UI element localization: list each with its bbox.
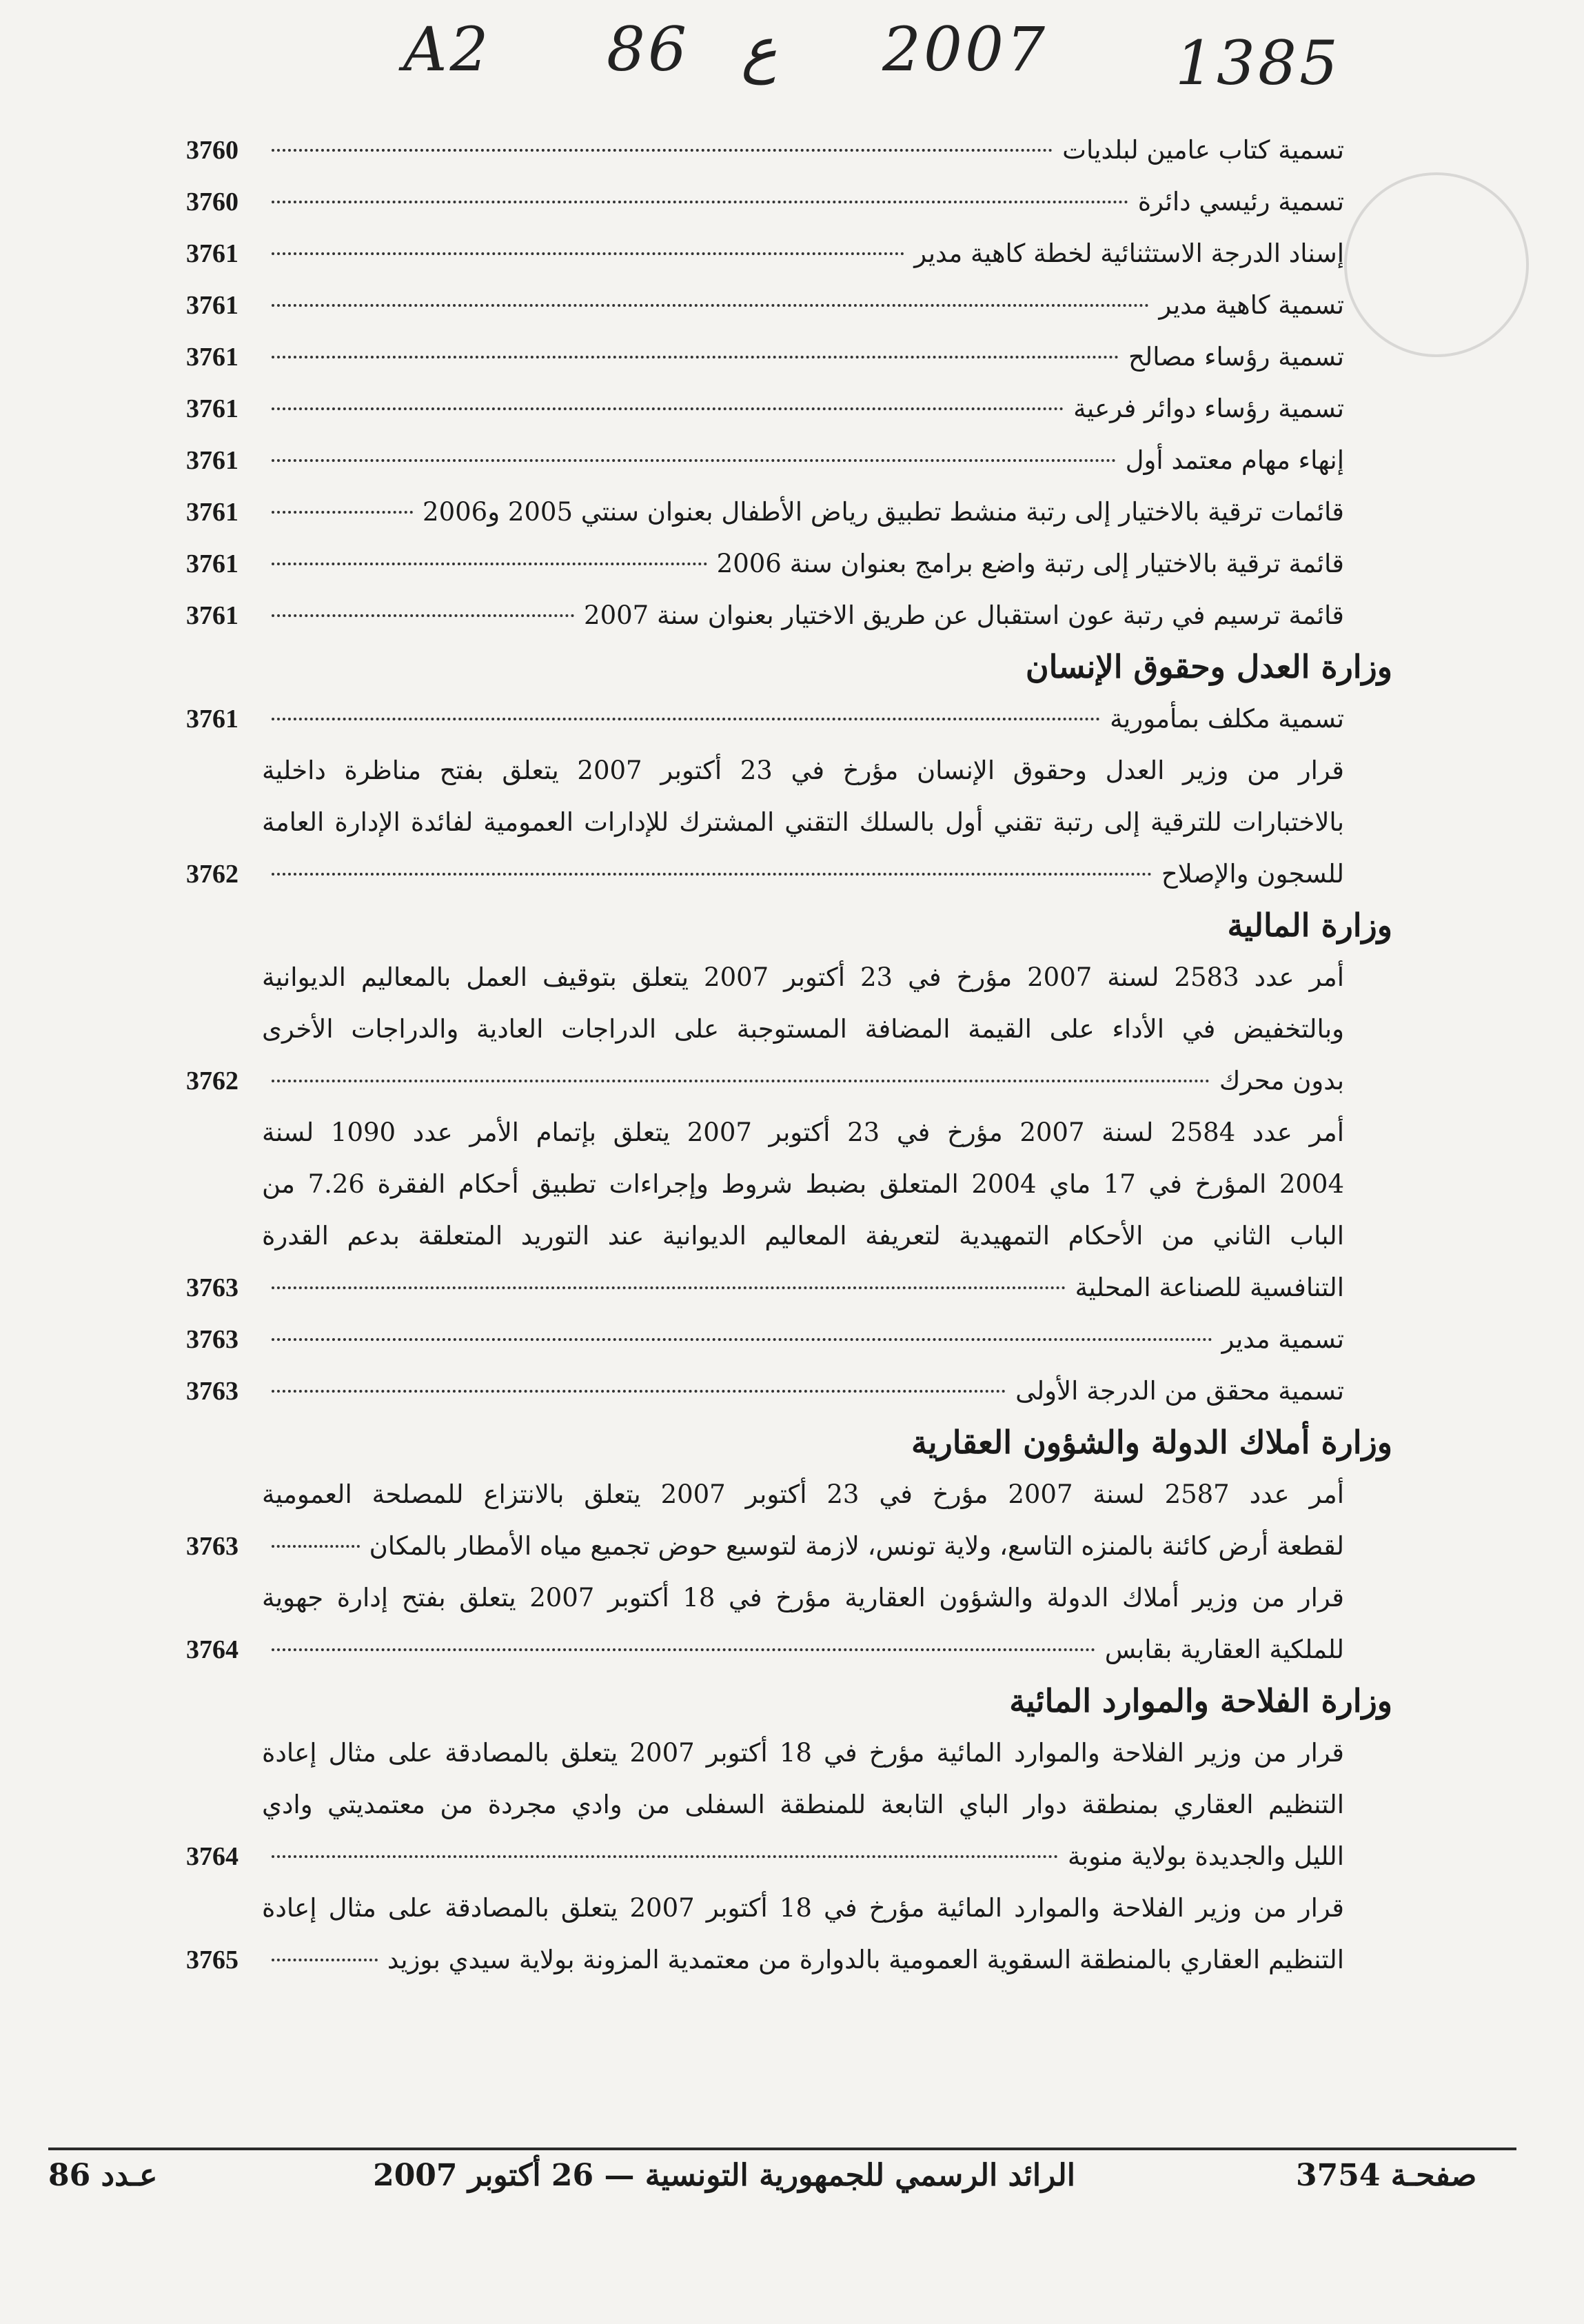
handwritten-reference: 1385 — [1175, 28, 1341, 99]
leader-dots — [272, 459, 1116, 462]
leader-dots — [272, 1648, 1095, 1651]
leader-dots — [272, 252, 904, 255]
handwritten-year: 2007 — [882, 14, 1048, 85]
page-number: 3762 — [186, 1067, 238, 1095]
section-heading-state-property: وزارة أملاك الدولة والشؤون العقارية — [911, 1424, 1392, 1461]
publication-title: الرائد الرسمي للجمهورية التونسية — 26 أكتوبر 2007 — [373, 2158, 1075, 2193]
leader-dots — [272, 1855, 1058, 1858]
paragraph-line: قرار من وزير الفلاحة والموارد المائية مؤرخ في 18 أكتوبر 2007 يتعلق بالمصادقة على مثال إعادة — [262, 1738, 1344, 1768]
leader-dots — [272, 873, 1152, 876]
table-of-contents — [186, 124, 1392, 1985]
toc-entry: قائمة ترقية بالاختيار إلى رتبة واضع برامج بعنوان سنة 2006 3761 — [186, 538, 1344, 589]
leader-dots — [272, 1545, 360, 1548]
leader-dots — [272, 563, 707, 565]
page-number: 3763 — [186, 1325, 238, 1354]
paragraph-line: أمر عدد 2584 لسنة 2007 مؤرخ في 23 أكتوبر 2007 يتعلق بإتمام الأمر عدد 1090 لسنة — [262, 1118, 1344, 1147]
leader-dots — [272, 407, 1064, 410]
page-number: 3765 — [186, 1946, 238, 1974]
page-number: 3760 — [186, 136, 238, 165]
page-number: 3764 — [186, 1635, 238, 1664]
leader-dots — [272, 356, 1119, 358]
leader-dots — [272, 201, 1128, 203]
toc-entry: إنهاء مهام معتمد أول 3761 — [186, 434, 1344, 486]
page-number: 3763 — [186, 1377, 238, 1406]
section-heading-justice: وزارة العدل وحقوق الإنسان — [1025, 648, 1392, 685]
paragraph-line: وبالتخفيض في الأداء على القيمة المضافة المستوجبة على الدراجات العادية والدراجات الأخرى — [262, 1014, 1344, 1044]
footer-divider — [48, 2148, 1516, 2150]
paragraph-line: قرار من وزير الفلاحة والموارد المائية مؤرخ في 18 أكتوبر 2007 يتعلق بالمصادقة على مثال إعادة — [262, 1893, 1344, 1923]
page-number: 3761 — [186, 291, 238, 320]
page-label: صفحـة 3754 — [1296, 2158, 1477, 2193]
leader-dots — [272, 1390, 1006, 1393]
page-number: 3761 — [186, 498, 238, 527]
paragraph-line: أمر عدد 2583 لسنة 2007 مؤرخ في 23 أكتوبر 2007 يتعلق بتوقيف العمل بالمعاليم الديوانية — [262, 962, 1344, 992]
handwritten-a2: A2 — [403, 14, 491, 85]
paragraph-line: بالاختبارات للترقية إلى رتبة تقني أول بالسلك التقني المشترك للإدارات العمومية لفائدة الإدارة العامة — [262, 807, 1344, 837]
handwritten-number: 86 — [607, 14, 689, 85]
toc-entry: للسجون والإصلاح 3762 — [186, 848, 1344, 900]
paragraph-line: 2004 المؤرخ في 17 ماي 2004 المتعلق بضبط شروط وإجراءات تطبيق أحكام الفقرة 7.26 من — [262, 1169, 1345, 1199]
leader-dots — [272, 304, 1149, 307]
toc-entry: قائمة ترسيم في رتبة عون استقبال عن طريق الاختيار بعنوان سنة 2007 3761 — [186, 589, 1344, 641]
paragraph-line: التنظيم العقاري بمنطقة دوار الباي التابعة للمنطقة السفلى من وادي مجردة من معتمديتي وادي — [262, 1790, 1344, 1819]
page-number: 3761 — [186, 394, 238, 423]
page-number: 3760 — [186, 188, 238, 216]
page-number: 3763 — [186, 1273, 238, 1302]
leader-dots — [272, 718, 1100, 720]
paragraph-line: أمر عدد 2587 لسنة 2007 مؤرخ في 23 أكتوبر 2007 يتعلق بالانتزاع للمصلحة العمومية — [262, 1479, 1344, 1509]
page-number: 3761 — [186, 446, 238, 475]
leader-dots — [272, 1959, 378, 1961]
toc-entry: الليل والجديدة بولاية منوبة 3764 — [186, 1830, 1344, 1882]
page-number: 3761 — [186, 239, 238, 268]
toc-entry: تسمية كاهية مدير 3761 — [186, 279, 1344, 331]
toc-entry: بدون محرك 3762 — [186, 1055, 1344, 1107]
toc-entry: إسناد الدرجة الاستثنائية لخطة كاهية مدير 3761 — [186, 228, 1344, 279]
leader-dots — [272, 511, 413, 514]
issue-number: عـدد 86 — [48, 2158, 158, 2193]
toc-entry: تسمية رئيسي دائرة 3760 — [186, 176, 1344, 228]
handwritten-letter: ع — [741, 14, 778, 85]
toc-entry: تسمية رؤساء مصالح 3761 — [186, 331, 1344, 383]
page-number: 3762 — [186, 860, 238, 889]
faded-stamp — [1344, 172, 1529, 357]
leader-dots — [272, 614, 574, 617]
toc-entry: لقطعة أرض كائنة بالمنزه التاسع، ولاية تونس، لازمة لتوسيع حوض تجميع مياه الأمطار بالمكان 3763 — [186, 1520, 1344, 1572]
paragraph-line: قرار من وزير أملاك الدولة والشؤون العقارية مؤرخ في 18 أكتوبر 2007 يتعلق بفتح إدارة جهوية — [262, 1583, 1344, 1613]
paragraph-line: قرار من وزير العدل وحقوق الإنسان مؤرخ في 23 أكتوبر 2007 يتعلق بفتح مناظرة داخلية — [262, 756, 1344, 785]
page-number: 3761 — [186, 343, 238, 372]
page-number: 3761 — [186, 705, 238, 734]
leader-dots — [272, 1080, 1210, 1082]
page-number: 3761 — [186, 549, 238, 578]
toc-entry: تسمية مدير 3763 — [186, 1313, 1344, 1365]
toc-entry: تسمية محقق من الدرجة الأولى 3763 — [186, 1365, 1344, 1417]
toc-entry: تسمية كتاب عامين لبلديات 3760 — [186, 124, 1344, 176]
section-heading-finance: وزارة المالية — [1227, 907, 1392, 944]
section-heading-agriculture: وزارة الفلاحة والموارد المائية — [1009, 1682, 1392, 1719]
page-number: 3761 — [186, 601, 238, 630]
page-number: 3764 — [186, 1842, 238, 1871]
leader-dots — [272, 1286, 1066, 1289]
toc-entry: التنافسية للصناعة المحلية 3763 — [186, 1262, 1344, 1313]
leader-dots — [272, 149, 1053, 152]
toc-entry: تسمية رؤساء دوائر فرعية 3761 — [186, 383, 1344, 434]
toc-entry: للملكية العقارية بقابس 3764 — [186, 1624, 1344, 1675]
toc-entry: التنظيم العقاري بالمنطقة السقوية العمومية بالدوارة من معتمدية المزونة بولاية سيدي بوزيد 3765 — [186, 1934, 1344, 1985]
page-number: 3763 — [186, 1532, 238, 1561]
toc-entry: قائمات ترقية بالاختيار إلى رتبة منشط تطبيق رياض الأطفال بعنوان سنتي 2005 و2006 3761 — [186, 486, 1344, 538]
paragraph-line: الباب الثاني من الأحكام التمهيدية لتعريفة المعاليم الديوانية عند التوريد المتعلقة بدعم القدرة — [262, 1221, 1344, 1251]
toc-entry: تسمية مكلف بمأمورية 3761 — [186, 693, 1344, 745]
leader-dots — [272, 1338, 1212, 1341]
